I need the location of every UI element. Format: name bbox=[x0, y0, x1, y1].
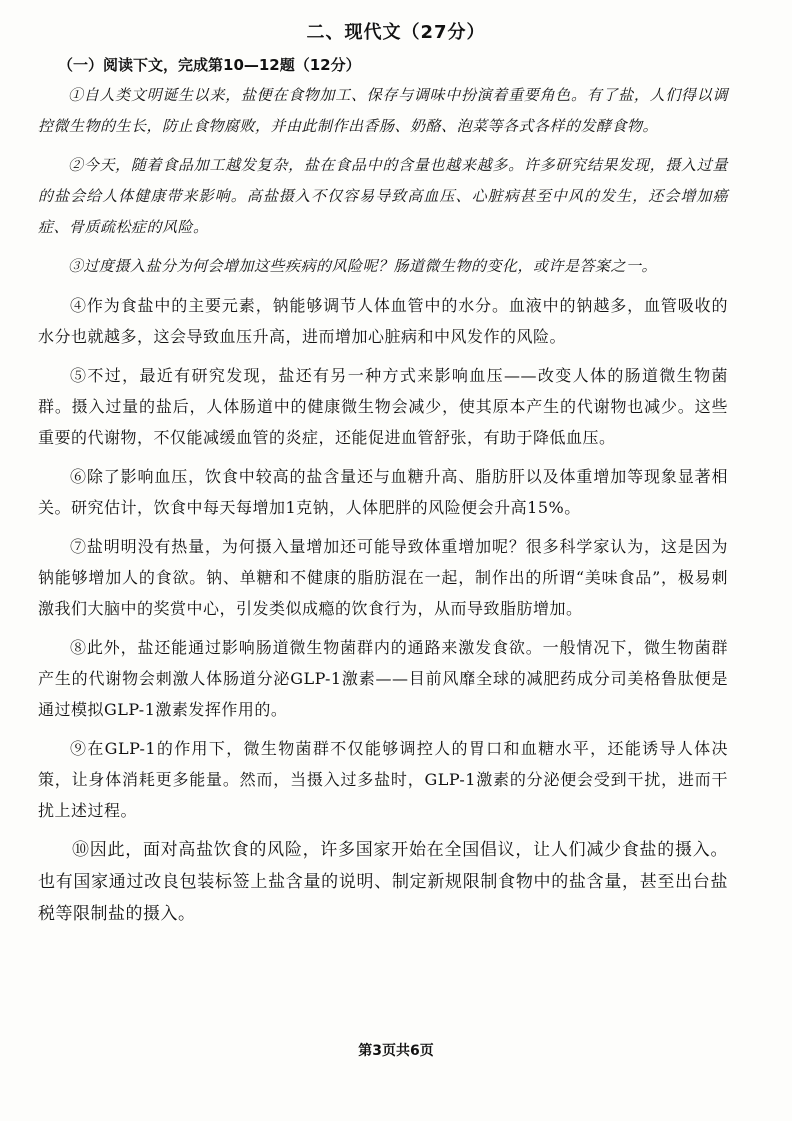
paragraph-1: ①自人类文明诞生以来，盐便在食物加工、保存与调味中扮演着重要角色。有了盐，人们得以调控微生物的生长，防止食物腐败，并由此制作出香肠、奶酪、泡菜等各式各样的发酵食物。 bbox=[38, 86, 728, 135]
paragraph-3: ③过度摄入盐分为何会增加这些疾病的风险呢？肠道微生物的变化，或许是答案之一。 bbox=[68, 257, 658, 275]
article-body bbox=[38, 80, 728, 938]
paragraph-7: ⑦盐明明没有热量，为何摄入量增加还可能导致体重增加呢？很多科学家认为，这是因为钠能够增加人的食欲。钠、单糖和不健康的脂肪混在一起，制作出的所谓“美味食品”，极易刺激我们大脑中的奖赏中心，引发类似成瘾的饮食行为，从而导致脂肪增加。 bbox=[38, 537, 728, 618]
page-number: 第3页共6页 bbox=[358, 1043, 434, 1059]
paragraph-5: ⑤不过，最近有研究发现，盐还有另一种方式来影响血压——改变人体的肠道微生物菌群。摄入过量的盐后，人体肠道中的健康微生物会减少，使其原本产生的代谢物也减少。这些重要的代谢物，不仅能减缓血管的炎症，还能促进血管舒张，有助于降低血压。 bbox=[38, 366, 728, 447]
paragraph-2: ②今天，随着食品加工越发复杂，盐在食品中的含量也越来越多。许多研究结果发现，摄入过量的盐会给人体健康带来影响。高盐摄入不仅容易导致高血压、心脏病甚至中风的发生，还会增加癌症、骨质疏松症的风险。 bbox=[38, 156, 728, 236]
paragraph-8: ⑧此外，盐还能通过影响肠道微生物菌群内的通路来激发食欲。一般情况下，微生物菌群产生的代谢物会刺激人体肠道分泌GLP-1激素——目前风靡全球的减肥药成分司美格鲁肽便是通过模拟GLP-1激素发挥作用的。 bbox=[38, 638, 728, 719]
paragraph-6: ⑥除了影响血压，饮食中较高的盐含量还与血糖升高、脂肪肝以及体重增加等现象显著相关。研究估计，饮食中每天每增加1克钠，人体肥胖的风险便会升高15%。 bbox=[38, 467, 728, 517]
paragraph-10: ⑩因此，面对高盐饮食的风险，许多国家开始在全国倡议，让人们减少食盐的摄入。也有国家通过改良包装标签上盐含量的说明、制定新规限制食物中的盐含量，甚至出台盐税等限制盐的摄入。 bbox=[38, 840, 728, 924]
reading-instruction: （一）阅读下文，完成第10—12题（12分） bbox=[58, 56, 361, 74]
section-title: 二、现代文（27分） bbox=[306, 22, 486, 43]
paragraph-9: ⑨在GLP-1的作用下，微生物菌群不仅能够调控人的胃口和血糖水平，还能诱导人体决策，让身体消耗更多能量。然而，当摄入过多盐时，GLP-1激素的分泌便会受到干扰，进而干扰上述过程。 bbox=[38, 739, 728, 820]
paragraph-4: ④作为食盐中的主要元素，钠能够调节人体血管中的水分。血液中的钠越多，血管吸收的水分也就越多，这会导致血压升高，进而增加心脏病和中风发作的风险。 bbox=[38, 296, 728, 346]
